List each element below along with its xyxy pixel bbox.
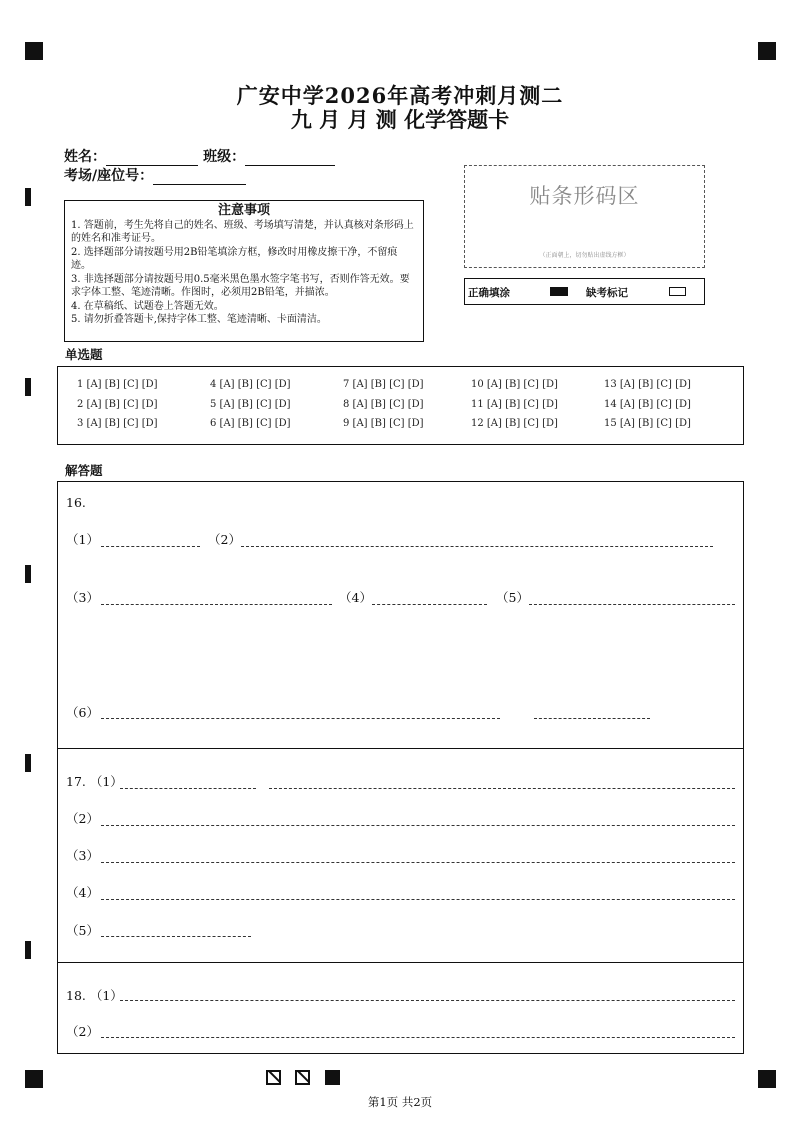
mc-question-15[interactable]: 15 [A] [B] [C] [D] <box>604 418 691 429</box>
q16-number: 16. <box>66 495 86 510</box>
mc-question-8[interactable]: 8 [A] [B] [C] [D] <box>343 399 424 410</box>
mc-question-1[interactable]: 1 [A] [B] [C] [D] <box>77 379 158 390</box>
page-code-mark-filled <box>325 1070 340 1085</box>
q16-part6-label: （6） <box>66 705 99 720</box>
mc-question-5[interactable]: 5 [A] [B] [C] [D] <box>210 399 291 410</box>
mc-question-10[interactable]: 10 [A] [B] [C] [D] <box>471 379 558 390</box>
q17-part5-answer-line[interactable] <box>101 936 251 937</box>
question-divider <box>58 962 743 963</box>
registration-mark-top-right <box>758 42 776 60</box>
mc-question-2[interactable]: 2 [A] [B] [C] [D] <box>77 399 158 410</box>
q17-part1-answer-line[interactable] <box>120 788 256 789</box>
timing-mark <box>25 565 31 583</box>
page-subtitle: 九 月 月 测 化学答题卡 <box>290 107 510 132</box>
q16-part2-answer-line[interactable] <box>241 546 713 547</box>
page-code-mark <box>266 1070 281 1085</box>
mc-question-9[interactable]: 9 [A] [B] [C] [D] <box>343 418 424 429</box>
q17-part1-label: 17. （1） <box>66 774 123 789</box>
mc-question-4[interactable]: 4 [A] [B] [C] [D] <box>210 379 291 390</box>
barcode-title: 贴条形码区 <box>529 184 640 208</box>
q18-part1-label: 18. （1） <box>66 988 123 1003</box>
q18-part2-answer-line[interactable] <box>101 1037 735 1038</box>
page-code-mark <box>295 1070 310 1085</box>
q17-part3-answer-line[interactable] <box>101 862 735 863</box>
name-input-line[interactable] <box>106 149 198 166</box>
notice-item: 4. 在草稿纸、试题卷上答题无效。 <box>71 300 224 312</box>
q16-part6-answer-line-2[interactable] <box>534 718 650 719</box>
notice-title: 注意事项 <box>217 203 270 218</box>
timing-mark <box>25 188 31 206</box>
barcode-area <box>464 165 705 268</box>
timing-mark <box>25 754 31 772</box>
registration-mark-bottom-left <box>25 1070 43 1088</box>
q16-part4-label: （4） <box>339 590 372 605</box>
q16-part4-answer-line[interactable] <box>372 604 487 605</box>
name-field <box>64 146 335 166</box>
registration-mark-top-left <box>25 42 43 60</box>
class-label: 班级： <box>203 149 246 165</box>
q18-part1-answer-line[interactable] <box>120 1000 735 1001</box>
notice-box <box>64 200 424 342</box>
seat-label: 考场/座位号： <box>64 168 154 184</box>
q17-part4-answer-line[interactable] <box>101 899 735 900</box>
name-label: 姓名： <box>64 149 106 165</box>
mc-answer-grid <box>57 366 744 445</box>
absent-mark-checkbox[interactable] <box>669 287 686 296</box>
timing-mark <box>25 941 31 959</box>
seat-field <box>64 165 246 185</box>
q17-part3-label: （3） <box>66 848 99 863</box>
registration-mark-bottom-right <box>758 1070 776 1088</box>
mc-question-13[interactable]: 13 [A] [B] [C] [D] <box>604 379 691 390</box>
fill-legend <box>464 278 705 305</box>
q17-part2-label: （2） <box>66 811 99 826</box>
q17-part1-answer-line-2[interactable] <box>269 788 735 789</box>
correct-fill-sample <box>550 287 568 296</box>
q16-part5-answer-line[interactable] <box>529 604 735 605</box>
mc-question-12[interactable]: 12 [A] [B] [C] [D] <box>471 418 558 429</box>
mc-question-3[interactable]: 3 [A] [B] [C] [D] <box>77 418 158 429</box>
q17-part5-label: （5） <box>66 923 99 938</box>
q16-part1-answer-line[interactable] <box>101 546 200 547</box>
answer-area <box>57 481 744 1054</box>
mc-question-6[interactable]: 6 [A] [B] [C] [D] <box>210 418 291 429</box>
notice-item: 5. 请勿折叠答题卡,保持字体工整、笔迹清晰、卡面清洁。 <box>71 314 327 325</box>
answer-section-label: 解答题 <box>65 463 103 478</box>
q16-part6-answer-line[interactable] <box>101 718 500 719</box>
mc-question-11[interactable]: 11 [A] [B] [C] [D] <box>471 399 558 410</box>
q16-part3-answer-line[interactable] <box>101 604 332 605</box>
q16-part3-label: （3） <box>66 590 99 605</box>
q18-part2-label: （2） <box>66 1024 99 1039</box>
mc-question-14[interactable]: 14 [A] [B] [C] [D] <box>604 399 691 410</box>
q17-part2-answer-line[interactable] <box>101 825 735 826</box>
q17-part4-label: （4） <box>66 885 99 900</box>
notice-item: 1. 答题前，考生先将自己的姓名、班级、考场填写清楚，并认真核对条形码上的姓名和准考证号。 <box>71 219 414 244</box>
correct-fill-label: 正确填涂 <box>468 287 510 299</box>
timing-mark <box>25 378 31 396</box>
q16-part1-label: （1） <box>66 532 99 547</box>
q16-part2-label: （2） <box>208 532 241 547</box>
mc-section-label: 单选题 <box>65 347 103 362</box>
question-divider <box>58 748 743 749</box>
barcode-hint: （正面朝上，切勿贴出虚线方框） <box>539 252 630 259</box>
class-input-line[interactable] <box>245 149 335 166</box>
seat-input-line[interactable] <box>153 168 246 185</box>
q16-part5-label: （5） <box>496 590 529 605</box>
page-number: 第1页 共2页 <box>367 1095 433 1109</box>
mc-question-7[interactable]: 7 [A] [B] [C] [D] <box>343 379 424 390</box>
absent-mark-label: 缺考标记 <box>586 287 628 299</box>
page-title: 广安中学2026年高考冲刺月测二 <box>236 83 564 108</box>
notice-item: 2. 选择题部分请按题号用2B铅笔填涂方框，修改时用橡皮擦干净，不留痕迹。 <box>71 246 398 271</box>
notice-item: 3. 非选择题部分请按题号用0.5毫米黑色墨水签字笔书写，否则作答无效。要求字体工整、笔迹清晰。作图时，必须用2B铅笔，并描浓。 <box>71 273 410 298</box>
